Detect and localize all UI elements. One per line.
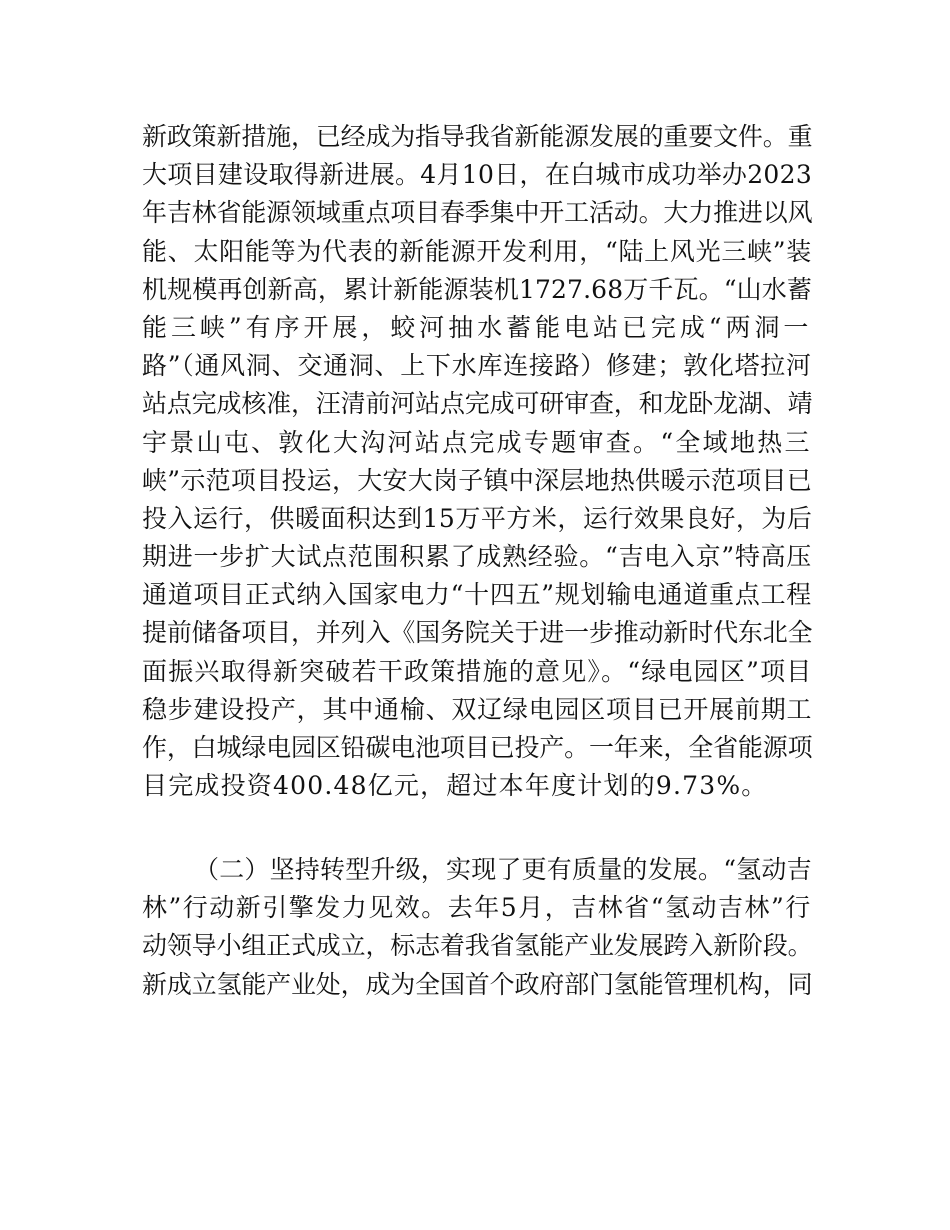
paragraph-transformation-upgrade xyxy=(142,851,812,1004)
text-line: 能、太阳能等为代表的新能源开发利用，“陆上风光三峡”装 xyxy=(142,236,813,266)
text-line: 稳步建设投产，其中通榆、双辽绿电园区项目已开展前期工 xyxy=(142,694,813,724)
text-line: 站点完成核准，汪清前河站点完成可研审查，和龙卧龙湖、靖 xyxy=(142,389,813,419)
text-line-section-heading: （二）坚持转型升级，实现了更有质量的发展。“氢动吉 xyxy=(194,855,812,884)
text-line: 通道项目正式纳入国家电力“十四五”规划输电通道重点工程 xyxy=(142,580,813,610)
text-line: 目完成投资400.48亿元，超过本年度计划的9.73%。 xyxy=(142,771,768,801)
text-line: 新成立氢能产业处，成为全国首个政府部门氢能管理机构，同 xyxy=(142,969,813,999)
text-line: 机规模再创新高，累计新能源装机1727.68万千瓦。“山水蓄 xyxy=(142,274,813,304)
text-line: 动领导小组正式成立，标志着我省氢能产业发展跨入新阶段。 xyxy=(142,931,813,961)
text-line: 峡”示范项目投运，大安大岗子镇中深层地热供暖示范项目已 xyxy=(142,465,813,495)
text-line: 大项目建设取得新进展。4月10日，在白城市成功举办2023 xyxy=(142,160,813,190)
text-line: 作，白城绿电园区铅碳电池项目已投产。一年来，全省能源项 xyxy=(142,733,813,762)
text-line: 能三峡”有序开展，蛟河抽水蓄能电站已完成“两洞一 xyxy=(142,312,813,342)
text-line: 年吉林省能源领域重点项目春季集中开工活动。大力推进以风 xyxy=(142,198,813,228)
paragraph-energy-projects xyxy=(142,118,812,805)
text-line: 提前储备项目，并列入《国务院关于进一步推动新时代东北全 xyxy=(142,618,813,648)
text-line: 林”行动新引擎发力见效。去年5月，吉林省“氢动吉林”行 xyxy=(142,893,812,923)
text-line: 路”（通风洞、交通洞、上下水库连接路）修建；敦化塔拉河 xyxy=(142,351,812,381)
text-line: 宇景山屯、敦化大沟河站点完成专题审查。“全域地热三 xyxy=(142,427,812,457)
text-line: 投入运行，供暖面积达到15万平方米，运行效果良好，为后 xyxy=(142,503,813,533)
text-line: 面振兴取得新突破若干政策措施的意见》。“绿电园区”项目 xyxy=(142,656,813,686)
text-line: 期进一步扩大试点范围积累了成熟经验。“吉电入京”特高压 xyxy=(142,542,813,572)
text-line: 新政策新措施，已经成为指导我省新能源发展的重要文件。重 xyxy=(142,122,813,151)
